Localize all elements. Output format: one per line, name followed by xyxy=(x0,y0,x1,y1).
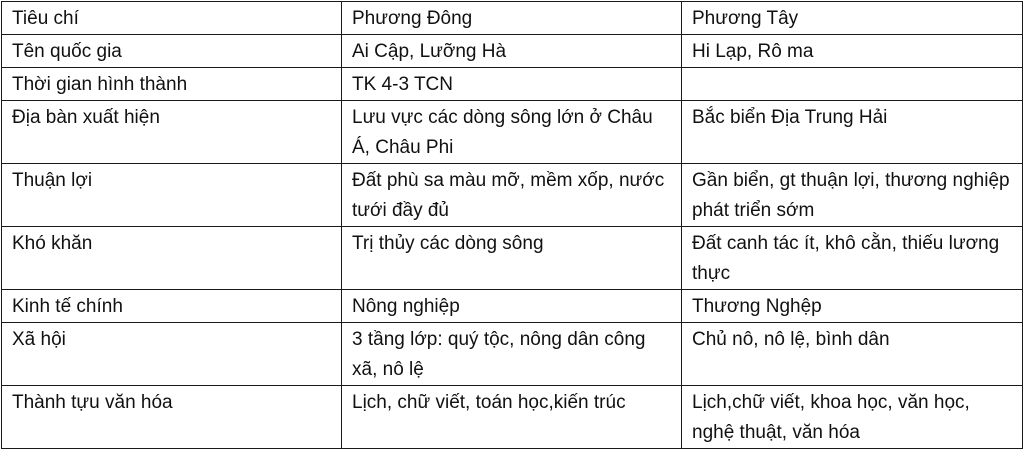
header-west: Phương Tây xyxy=(682,2,1023,35)
table-header-row xyxy=(2,2,1023,35)
west-cell: Hi Lạp, Rô ma xyxy=(682,35,1023,68)
criterion-cell: Thời gian hình thành xyxy=(2,68,342,101)
east-cell: Lưu vực các dòng sông lớn ở Châu Á, Châu Phi xyxy=(342,101,682,164)
criterion-cell: Xã hội xyxy=(2,323,342,386)
criterion-cell: Kinh tế chính xyxy=(2,290,342,323)
table-row xyxy=(2,35,1023,68)
east-cell: 3 tầng lớp: quý tộc, nông dân công xã, nô lệ xyxy=(342,323,682,386)
east-cell: Đất phù sa màu mỡ, mềm xốp, nước tưới đầy đủ xyxy=(342,164,682,227)
criterion-cell: Khó khăn xyxy=(2,227,342,290)
criterion-cell: Địa bàn xuất hiện xyxy=(2,101,342,164)
criterion-cell: Thuận lợi xyxy=(2,164,342,227)
table-row xyxy=(2,290,1023,323)
west-cell: Thương Nghệp xyxy=(682,290,1023,323)
west-cell xyxy=(682,68,1023,101)
west-cell: Lịch,chữ viết, khoa học, văn học, nghệ thuật, văn hóa xyxy=(682,386,1023,449)
comparison-table xyxy=(1,1,1023,449)
east-cell: Ai Cập, Lưỡng Hà xyxy=(342,35,682,68)
criterion-cell: Tên quốc gia xyxy=(2,35,342,68)
table-row xyxy=(2,101,1023,164)
east-cell: TK 4-3 TCN xyxy=(342,68,682,101)
east-cell: Trị thủy các dòng sông xyxy=(342,227,682,290)
table-row xyxy=(2,386,1023,449)
east-cell: Nông nghiệp xyxy=(342,290,682,323)
west-cell: Gần biển, gt thuận lợi, thương nghiệp phát triển sớm xyxy=(682,164,1023,227)
table-row xyxy=(2,227,1023,290)
east-cell: Lịch, chữ viết, toán học,kiến trúc xyxy=(342,386,682,449)
west-cell: Đất canh tác ít, khô cằn, thiếu lương thực xyxy=(682,227,1023,290)
west-cell: Chủ nô, nô lệ, bình dân xyxy=(682,323,1023,386)
header-criteria: Tiêu chí xyxy=(2,2,342,35)
header-east: Phương Đông xyxy=(342,2,682,35)
table-row xyxy=(2,164,1023,227)
table-row xyxy=(2,68,1023,101)
criterion-cell: Thành tựu văn hóa xyxy=(2,386,342,449)
west-cell: Bắc biển Địa Trung Hải xyxy=(682,101,1023,164)
table-row xyxy=(2,323,1023,386)
